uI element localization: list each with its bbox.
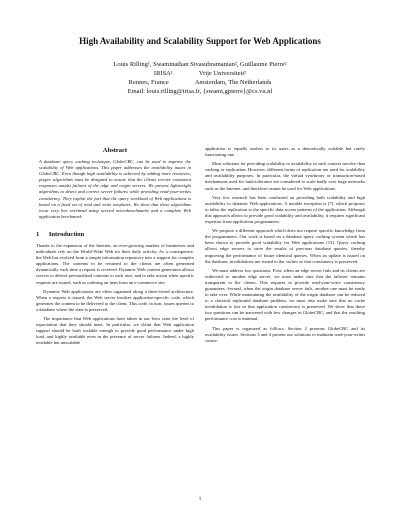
paper-title: High Availability and Scalability Support for Web Applications [79, 36, 321, 46]
section-number: 1 [36, 230, 40, 238]
body-paragraph: The importance that Web applications have taken in our lives raise the level of expectation that they should meet. In particular, we claim that Web application support should be both scalable enough to provide good performance under high load, and highly available even in the presence of server failures. Indeed, a highly available but unscalable [36, 315, 194, 346]
body-paragraph: Thanks to the expansion of the Internet, an ever-growing number of businesses and individuals rely on the World-Wide Web for their daily activity. As a consequence, the Web has evolved from a simple information repository into a support for complex applications. The contents to be returned to the clients are often generated dynamically each time a request is received. Dynamic Web content generation allows servers to deliver personalized contents to each user, and to take action when specific requests are issued, such as ordering an item from an e-commerce site. [36, 242, 194, 285]
affiliation-right: Vrije Universiteit² [198, 70, 247, 77]
email-line: Email: louis.rilling@irisa.fr, {swami,gpierre}@cs.vu.nl [127, 88, 273, 95]
section-title: Introduction [48, 230, 85, 238]
body-paragraph: Very few research has been conducted on providing both scalability and high availability to dynamic Web applications. A notable exception is [7], which proposes to tailor the replication to the specific data access patterns of the application. Although this approach allows to provide good scalability and availability, it requires significant expertise from application programmers. [205, 194, 365, 225]
section-heading [36, 230, 194, 239]
right-column [205, 146, 365, 347]
abstract-heading: Abstract [102, 147, 128, 154]
body-paragraph: Dynamic Web applications are often organized along a three-tiered architecture. When a request is issued, the Web server invokes application-specific code, which generates the content to be delivered to the client. This code, in turn, issues queries to a database where the state is preserved. [36, 288, 194, 312]
location-right: Amsterdam, The Netherlands [194, 79, 272, 86]
authors-line: Louis Rilling¹, Swaminathan Sivasubramanian², Guillaume Pierre² [113, 61, 287, 68]
author-block [0, 60, 400, 96]
left-column [36, 146, 194, 349]
body-paragraph: Most solutions for providing scalability or availability in such context involve data caching or replication. However, different forms of replication are used for scalability and availability purposes. In particular, the virtual synchrony or transaction-based mechanisms used for fault-tolerance are considered to scale badly over large networks such as the Internet, and therefore cannot be used for Web applications. [205, 161, 365, 191]
body-paragraph: We must address two questions. First, when an edge server fails and its clients are redirected to another edge server, we must make sure that the failover remains transparent to the clients. This requires to provide read-your-write consistency guarantees. Second, when the origin database server fails, another one must be ready to take over. While maintaining the availability of the origin database can be reduced to a classical replicated database problem, we must also make sure that no cache invalidation is lost so that application consistency is preserved. We show that these two questions can be answered with few changes in GlobeCBC, and that the resulting performance cost is minimal. [205, 267, 365, 322]
affiliation-row [0, 69, 400, 78]
location-left: Rennes, France [128, 79, 169, 86]
body-paragraph: We propose a different approach which does not require specific knowledge from the programmers. Our work is based on a database query caching system which has been shown to provide good scalability for Web applications [13]. Query caching allows edge servers to store the results of previous database queries, thereby improving the performance of future identical queries. When an update is issued on the database, invalidations are issued to the caches so that consistency is preserved. [205, 228, 365, 264]
body-paragraph: application is equally useless to its users as a theoretically scalable but rarely functioning one. [205, 146, 365, 158]
location-row [0, 78, 400, 87]
abstract-text: A database query caching technique, GlobeCBC, can be used to improve the scalability of Web applications. This paper addresses the availability issues in GlobeCBC. Even though high availability is achieved by adding more resources, proper algorithms must be designed to ensure that the clients receive consistent responses amidst failures of the edge and origin servers. We present lightweight algorithms to detect and correct server failures while providing read-your-writes consistency. They exploit the fact that the query workload of Web applications is based on a fixed set of read and write templates. We show that these algorithms incur very low overhead using several microbenchmarks and a complete Web application benchmark. [39, 159, 191, 219]
page-number: 1 [198, 497, 202, 502]
body-paragraph: This paper is organized as follows. Section 2 presents GlobeCBC and its availability issues. Sections 3 and 4 present our solutions to maintain read-your-writes consis- [205, 325, 365, 343]
affiliation-left: IRISA¹ [153, 70, 173, 77]
